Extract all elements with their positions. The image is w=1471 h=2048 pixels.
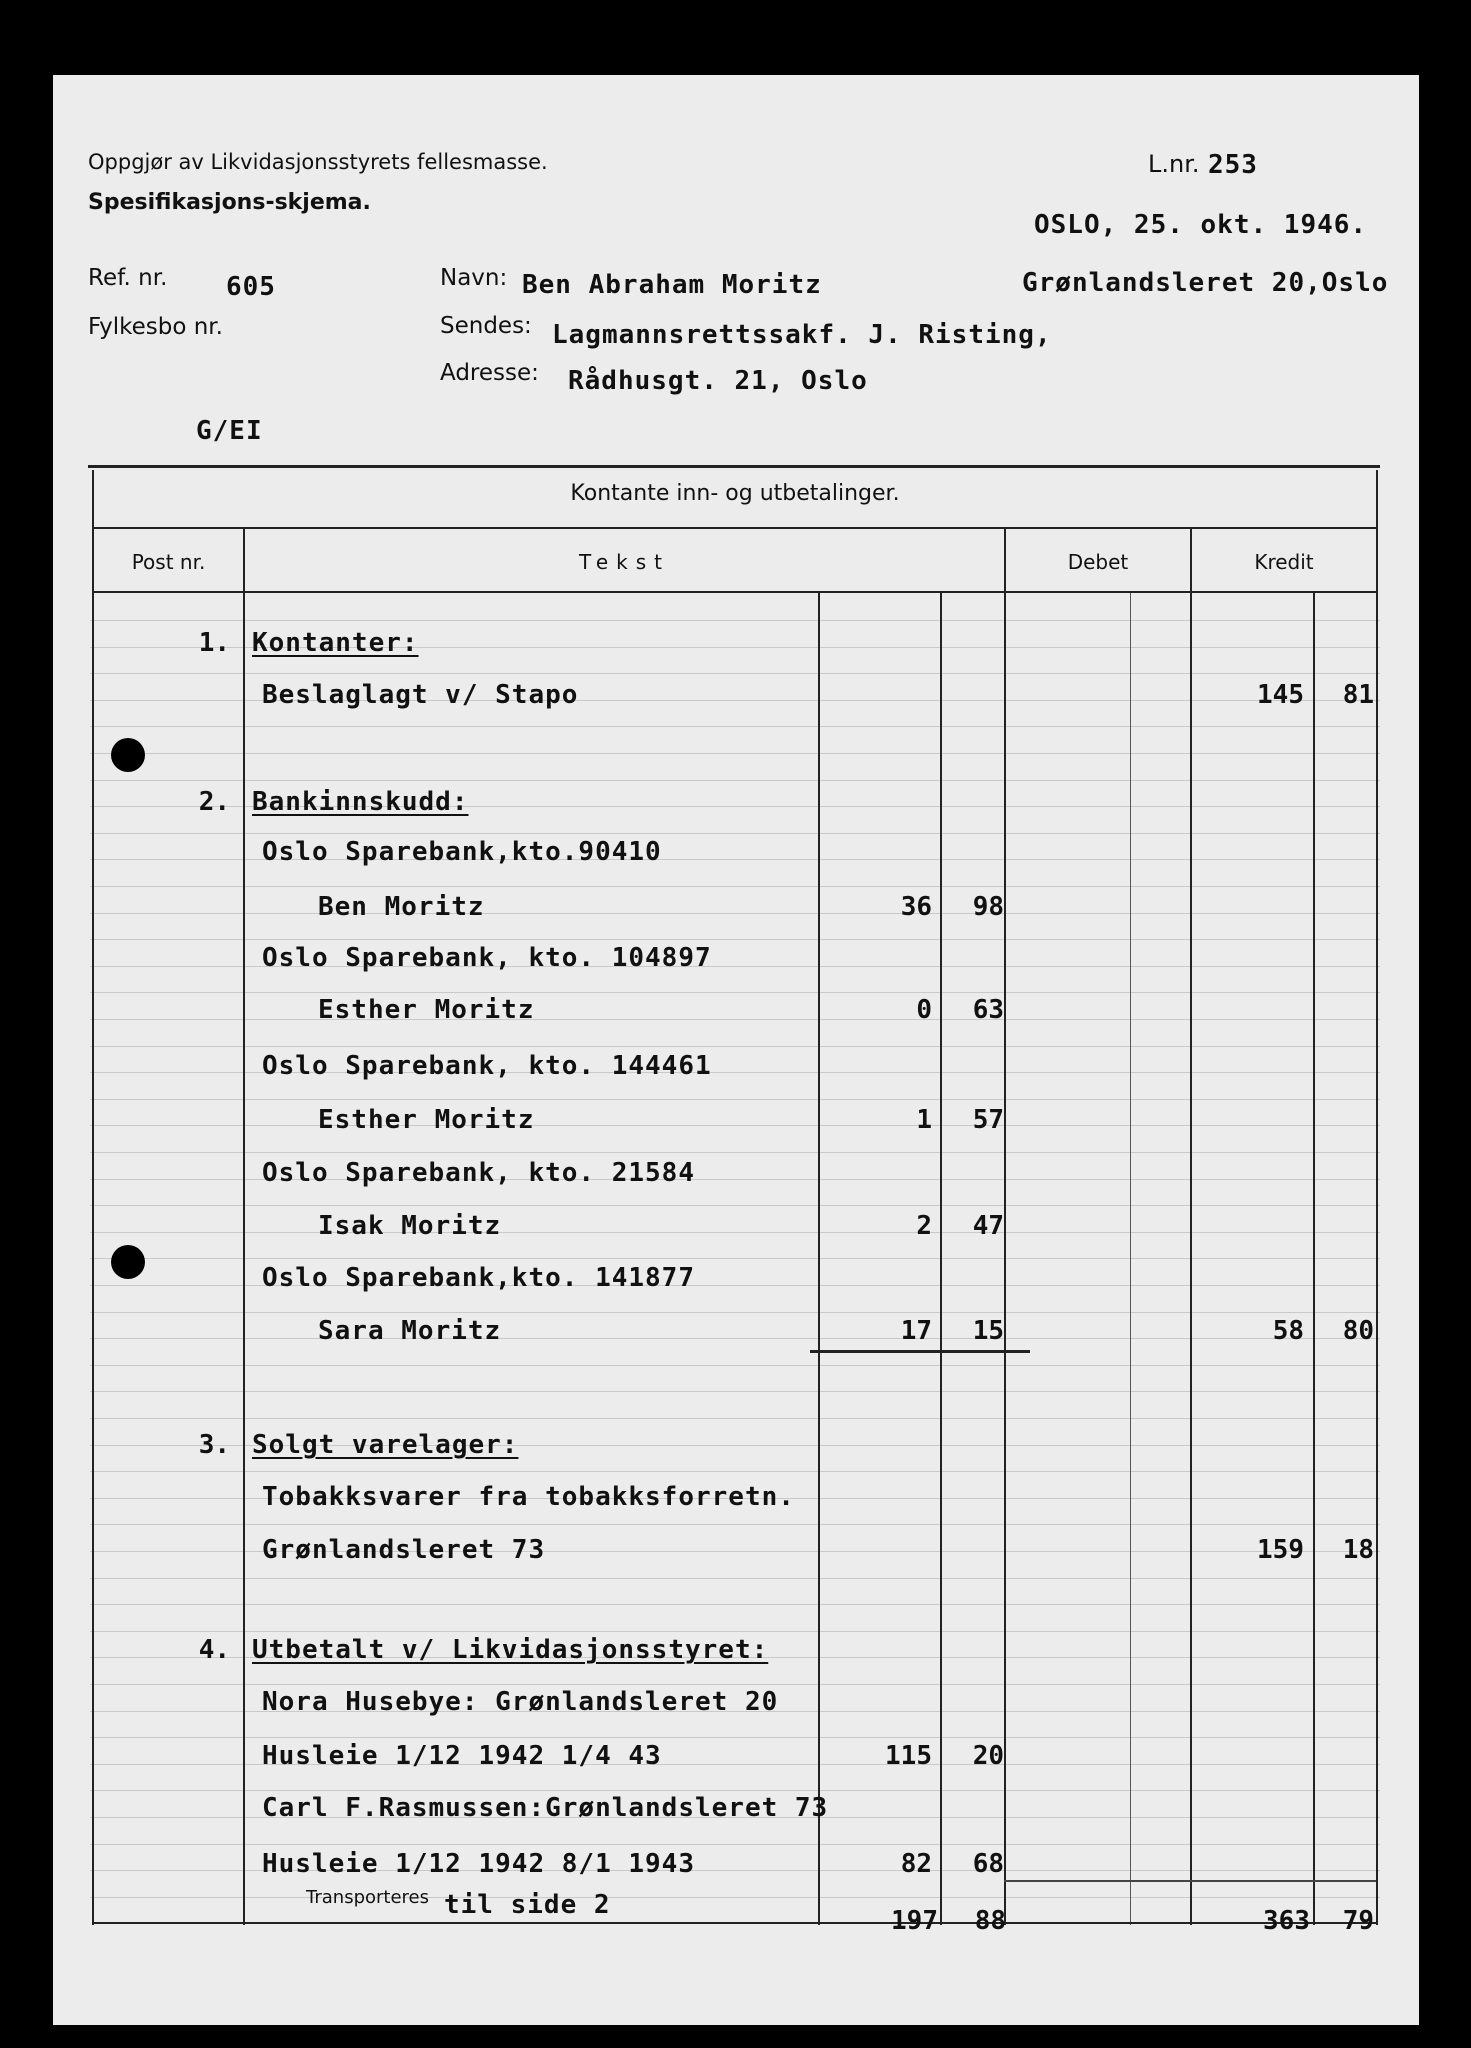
ruled-line [90,939,1380,940]
ore-column-divider [940,593,942,1925]
kredit-ore-divider [1313,593,1315,1925]
ruled-line [90,913,1380,914]
ruled-line [90,1019,1380,1020]
ruled-line [90,1205,1380,1206]
kredit-ore: 80 [1342,1316,1374,1346]
adresse-label: Adresse: [440,360,539,386]
debet-kr: 115 [885,1741,932,1771]
debet-kr: 82 [900,1849,932,1879]
ruled-line [90,1365,1380,1366]
ruled-line [90,1312,1380,1313]
table-top-border [88,465,1380,468]
kredit-ore: 18 [1342,1535,1374,1565]
caption-divider [92,527,1378,529]
row-text: Carl F.Rasmussen:Grønlandsleret 73 [262,1793,829,1823]
debet-kr: 2 [916,1211,932,1241]
row-text: Esther Moritz [318,1105,535,1135]
debet-kr: 36 [900,892,932,922]
ruled-line [90,886,1380,887]
row-text: Oslo Sparebank, kto. 144461 [262,1051,712,1081]
ruled-line [90,780,1380,781]
ruled-line [90,1338,1380,1339]
date: OSLO, 25. okt. 1946. [1034,210,1368,240]
ruled-line [90,673,1380,674]
sendes-value: Lagmannsrettssakf. J. Risting, [552,320,1052,350]
debet-column-divider [1004,529,1006,1925]
debet-ore: 68 [972,1849,1004,1879]
kredit-ore: 81 [1342,680,1374,710]
ruled-line [90,1737,1380,1738]
table-left-border [92,470,94,1925]
row-text: Isak Moritz [318,1211,502,1241]
transport-rule [1004,1880,1376,1882]
column-header-kredit: Kredit [1254,550,1314,574]
post-number: 4. [198,1635,230,1665]
kr-column-divider [818,593,820,1925]
row-text: Oslo Sparebank,kto. 141877 [262,1263,695,1293]
punch-hole [111,1245,145,1279]
ruled-line [90,1844,1380,1845]
column-header-debet: Debet [1067,550,1129,574]
ruled-line [90,1391,1380,1392]
row-text: Husleie 1/12 1942 1/4 43 [262,1741,662,1771]
transport-debet-kr: 197 [891,1906,938,1936]
kredit-kr: 159 [1257,1535,1304,1565]
form-subtitle: Spesifikasjons-skjema. [88,190,371,215]
row-text: Kontanter: [252,628,419,658]
row-text: Esther Moritz [318,995,535,1025]
ref-label: Ref. nr. [88,265,168,291]
subtotal-rule [810,1350,1030,1353]
header-divider [92,591,1378,593]
post-number: 3. [198,1430,230,1460]
ruled-line [90,1152,1380,1153]
debet-ore-divider [1130,593,1131,1925]
row-text: Grønlandsleret 73 [262,1535,546,1565]
debet-ore: 15 [972,1316,1004,1346]
debet-kr: 0 [916,995,932,1025]
row-text: Oslo Sparebank,kto.90410 [262,837,662,867]
navn-label: Navn: [440,265,508,291]
initials: G/EI [196,416,263,446]
row-text: Utbetalt v/ Likvidasjonsstyret: [252,1635,769,1665]
kredit-kr: 145 [1257,680,1304,710]
row-text: Oslo Sparebank, kto. 21584 [262,1158,695,1188]
table-right-border [1376,470,1378,1925]
ruled-line [90,1790,1380,1791]
debet-ore: 47 [972,1211,1004,1241]
post-number: 1. [198,628,230,658]
ruled-line [90,1524,1380,1525]
lnr-value: 253 [1208,150,1258,180]
transport-debet-ore: 88 [974,1906,1006,1936]
form-title: Oppgjør av Likvidasjonsstyrets fellesmasse. [88,150,548,174]
ruled-line [90,1099,1380,1100]
row-text: Nora Husebye: Grønlandsleret 20 [262,1687,779,1717]
post-column-divider [243,529,245,1925]
ruled-line [90,1578,1380,1579]
row-text: Oslo Sparebank, kto. 104897 [262,943,712,973]
row-text: Tobakksvarer fra tobakksforretn. [262,1482,795,1512]
ruled-line [90,1125,1380,1126]
lnr-label: L.nr. [1148,150,1200,178]
ruled-line [90,1631,1380,1632]
table-caption: Kontante inn- og utbetalinger. [570,481,900,506]
ruled-line [90,1232,1380,1233]
row-text: Sara Moritz [318,1316,502,1346]
debet-ore: 20 [972,1741,1004,1771]
debet-kr: 1 [916,1105,932,1135]
ruled-line [90,620,1380,621]
ruled-line [90,1418,1380,1419]
ruled-line [90,1897,1380,1898]
ruled-line [90,1604,1380,1605]
ruled-line [90,833,1380,834]
row-text: Ben Moritz [318,892,485,922]
ruled-line [90,1684,1380,1685]
transport-label: Transporteres [306,1887,429,1908]
debet-ore: 98 [972,892,1004,922]
ruled-line [90,1471,1380,1472]
navn-value: Ben Abraham Moritz [522,270,822,300]
kredit-kr: 58 [1272,1316,1304,1346]
transport-text: til side 2 [444,1890,611,1920]
transport-kredit-kr: 363 [1263,1906,1310,1936]
ruled-line [90,992,1380,993]
row-text: Husleie 1/12 1942 8/1 1943 [262,1849,695,1879]
debet-kr: 17 [900,1316,932,1346]
ruled-line [90,1046,1380,1047]
table-bottom-border [92,1922,1378,1924]
kredit-column-divider [1190,529,1192,1925]
adresse-value: Rådhusgt. 21, Oslo [568,366,868,396]
ruled-line [90,1258,1380,1259]
row-text: Bankinnskudd: [252,787,469,817]
fylkesbo-label: Fylkesbo nr. [88,314,223,340]
sendes-label: Sendes: [440,313,532,339]
row-text: Solgt varelager: [252,1430,519,1460]
navn-address: Grønlandsleret 20,Oslo [1022,268,1389,298]
row-text: Beslaglagt v/ Stapo [262,680,579,710]
debet-ore: 57 [972,1105,1004,1135]
ruled-line [90,753,1380,754]
debet-ore: 63 [972,995,1004,1025]
ref-value: 605 [226,272,276,302]
column-header-post: Post nr. [131,550,206,574]
ruled-line [90,726,1380,727]
post-number: 2. [198,787,230,817]
column-header-tekst: Tekst [579,550,670,574]
punch-hole [111,738,145,772]
transport-kredit-ore: 79 [1342,1906,1374,1936]
